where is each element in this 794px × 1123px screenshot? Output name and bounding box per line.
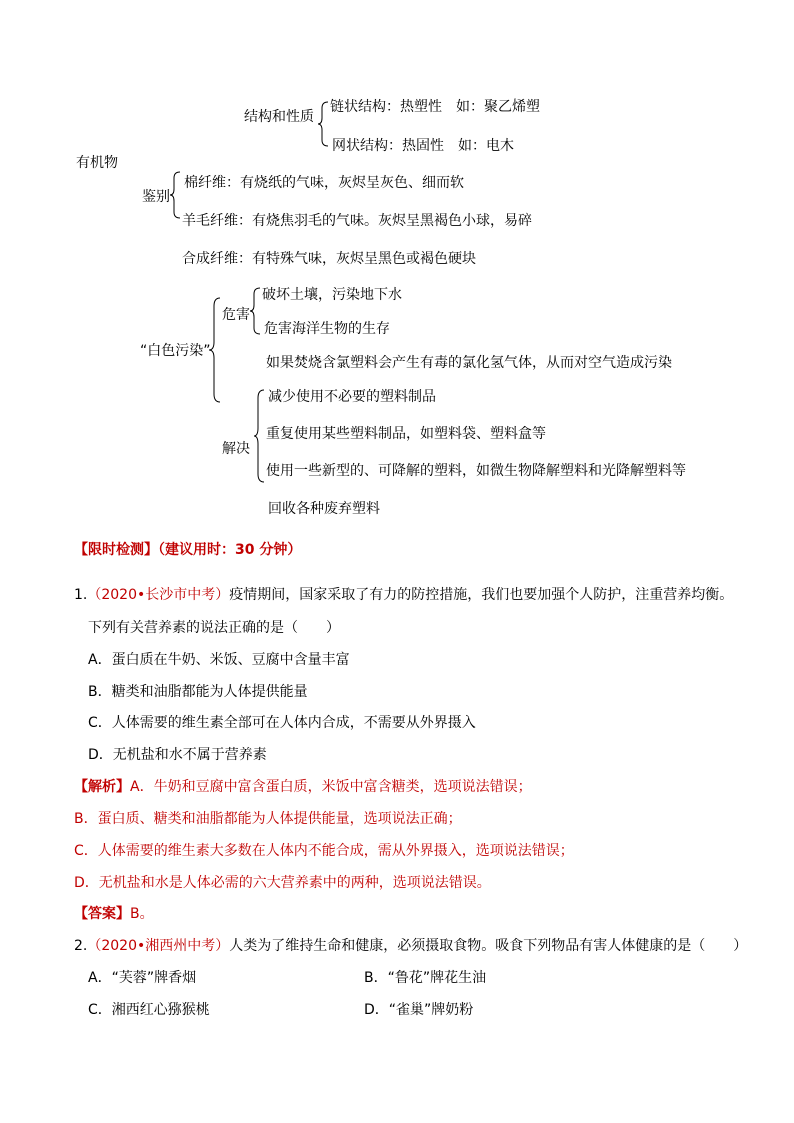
q1-analysis-a: A．牛奶和豆腐中富含蛋白质，米饭中富含糖类，选项说法错误；	[130, 779, 532, 795]
organic-label: 有机物	[76, 155, 118, 171]
harm-2: 危害海洋生物的生存	[264, 321, 390, 337]
q2-stem-line	[74, 937, 747, 955]
solve-2: 重复使用某些塑料制品，如塑料袋、塑料盒等	[266, 426, 546, 442]
q2-option-a: A．“芙蓉”牌香烟	[88, 970, 197, 986]
q2-stem-text: 人类为了维持生命和健康，必须摄取食物。吸食下列物品有害人体健康的是（ ）	[229, 938, 748, 954]
solve-1: 减少使用不必要的塑料制品	[268, 389, 436, 405]
q1-option-a: A．蛋白质在牛奶、米饭、豆腐中含量丰富	[88, 652, 350, 668]
q1-analysis-a-line	[74, 778, 532, 796]
q1-analysis-b: B．蛋白质、糖类和油脂都能为人体提供能量，选项说法正确；	[74, 811, 462, 827]
q2-option-c: C．湘西红心猕猴桃	[88, 1002, 210, 1018]
q1-answer-line	[74, 905, 154, 923]
wool-fiber: 羊毛纤维：有烧焦羽毛的气味。灰烬呈黑褐色小球，易碎	[182, 213, 532, 229]
solve-4: 回收各种废弃塑料	[268, 501, 380, 517]
solve-3: 使用一些新型的、可降解的塑料，如微生物降解塑料和光降解塑料等	[266, 463, 686, 479]
q1-answer-tag: 【答案】	[74, 906, 130, 922]
q1-stem-line2: 下列有关营养素的说法正确的是（ ）	[88, 620, 340, 636]
white-pollution-label: “白色污染”	[140, 343, 211, 359]
solve-brace	[254, 388, 266, 484]
harm-3: 如果焚烧含氯塑料会产生有毒的氯化氢气体，从而对空气造成污染	[266, 355, 672, 371]
structure-brace	[318, 100, 330, 150]
cotton-fiber: 棉纤维：有烧纸的气味，灰烬呈灰色、细而软	[184, 175, 464, 191]
q1-number: 1.	[74, 587, 88, 603]
q2-source: （2020•湘西州中考）	[87, 938, 230, 954]
solve-label: 解决	[222, 441, 250, 457]
q1-option-d: D．无机盐和水不属于营养素	[88, 747, 267, 763]
q2-option-b: B．“鲁花”牌花生油	[364, 970, 487, 986]
chain-structure: 链状结构：热塑性 如：聚乙烯塑	[330, 99, 540, 115]
structure-label: 结构和性质	[244, 109, 314, 125]
q1-analysis-tag: 【解析】	[74, 779, 130, 795]
harm-label: 危害	[222, 307, 250, 323]
section-title: 【限时检测】（建议用时：30 分钟）	[74, 542, 302, 558]
harm-brace	[250, 286, 262, 338]
q1-source: （2020•长沙市中考）	[87, 587, 230, 603]
q1-analysis-d: D．无机盐和水是人体必需的六大营养素中的两种，选项说法错误。	[74, 875, 491, 891]
q1-stem-line1	[74, 586, 733, 604]
q1-answer: B。	[130, 906, 154, 922]
q1-option-c: C．人体需要的维生素全部可在人体内合成，不需要从外界摄入	[88, 715, 476, 731]
synthetic-fiber: 合成纤维：有特殊气味，灰烬呈黑色或褐色硬块	[182, 251, 476, 267]
identify-label: 鉴别	[142, 189, 170, 205]
q2-number: 2.	[74, 938, 88, 954]
q1-stem-text: 疫情期间，国家采取了有力的防控措施，我们也要加强个人防护，注重营养均衡。	[229, 587, 734, 603]
harm-1: 破坏土壤，污染地下水	[262, 287, 402, 303]
network-structure: 网状结构：热固性 如：电木	[332, 138, 514, 154]
q1-analysis-c: C．人体需要的维生素大多数在人体内不能合成，需从外界摄入，选项说法错误；	[74, 843, 574, 859]
identify-brace	[170, 170, 182, 222]
white-pollution-brace	[208, 296, 222, 406]
q1-option-b: B．糖类和油脂都能为人体提供能量	[88, 684, 308, 700]
q2-option-d: D．“雀巢”牌奶粉	[364, 1002, 474, 1018]
